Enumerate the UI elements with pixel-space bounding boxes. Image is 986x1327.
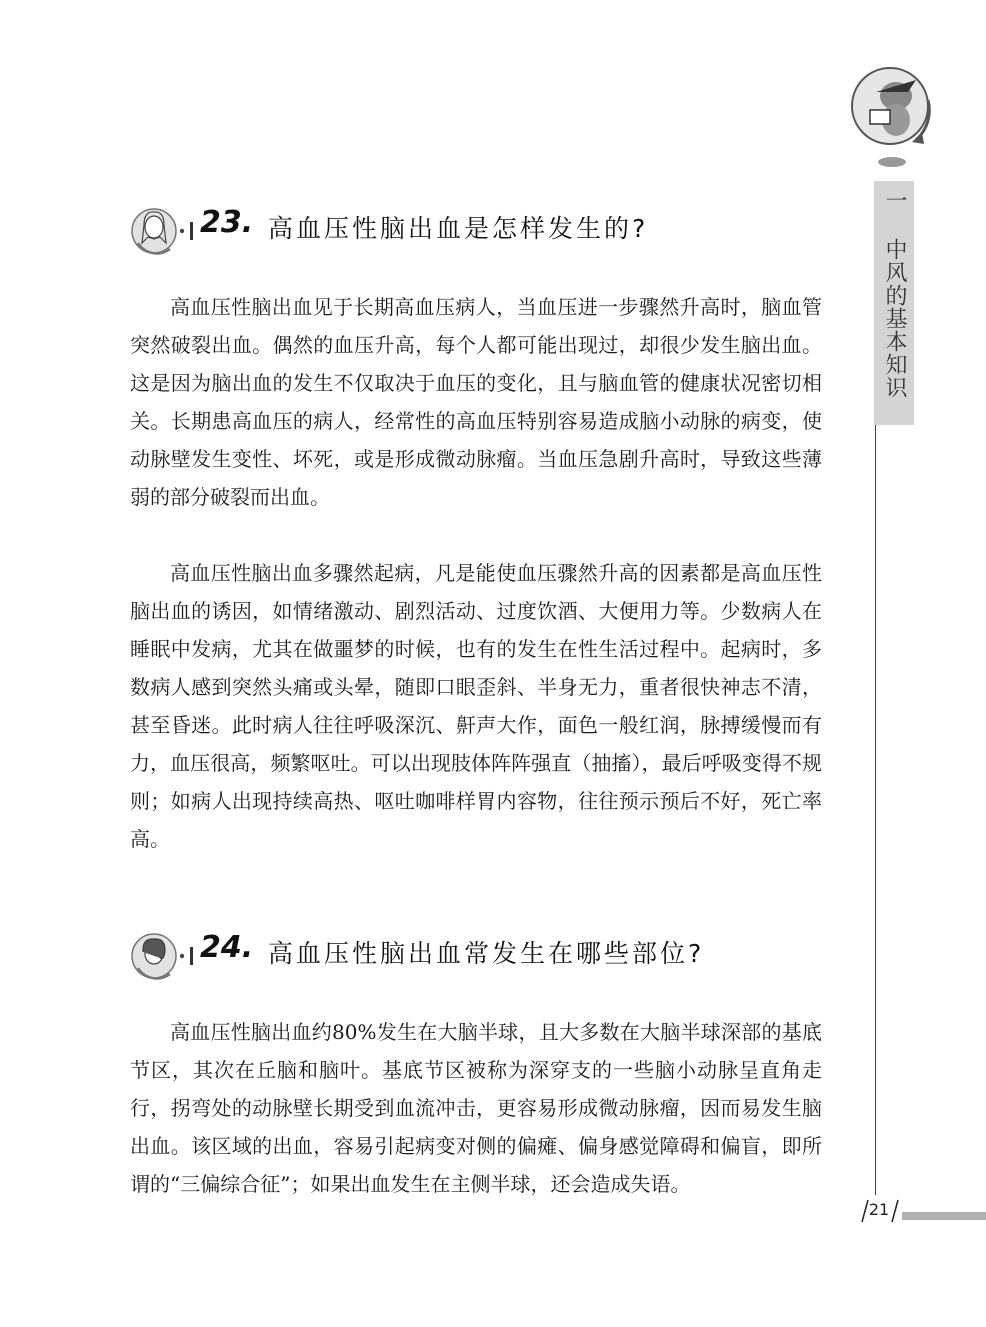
question-number: 23. xyxy=(200,205,254,240)
paragraph: 高血压性脑出血约80%发生在大脑半球，且大多数在大脑半球深部的基底节区，其次在丘脑和脑叶。基底节区被称为深穿支的一些脑小动脉呈直角走行，拐弯处的动脉壁长期受到血流冲击，更容易形成微动脉瘤，因而易发生脑出血。该区域的出血，容易引起病变对侧的偏瘫、偏身感觉障碍和偏盲，即所谓的“三偏综合征”；如果出血发生在主侧半球，还会造成失语。 xyxy=(130,1020,822,1196)
question-number: 24. xyxy=(200,930,254,965)
question-heading-23 xyxy=(130,203,830,259)
question-title: 高血压性脑出血是怎样发生的? xyxy=(268,214,649,243)
side-divider xyxy=(875,425,876,1195)
paragraph: 高血压性脑出血见于长期高血压病人，当血压进一步骤然升高时，脑血管突然破裂出血。偶然的血压升高，每个人都可能出现过，却很少发生脑出血。这是因为脑出血的发生不仅取决于血压的变化，且与脑血管的健康状况密切相关。长期患高血压的病人，经常性的高血压特别容易造成脑小动脉的病变，使动脉壁发生变性、坏死，或是形成微动脉瘤。当血压急剧升高时，导致这些薄弱的部分破裂而出血。 xyxy=(130,295,822,509)
chapter-side-tab-label: 一 中风的基本知识 xyxy=(882,189,907,399)
woman-portrait-icon xyxy=(130,928,200,984)
question-title: 高血压性脑出血常发生在哪些部位? xyxy=(268,939,705,968)
page-number-bar xyxy=(902,1212,986,1220)
reading-mascot-icon xyxy=(846,62,942,172)
chapter-side-tab xyxy=(874,181,914,425)
woman-portrait-icon xyxy=(130,203,200,259)
page-number: 21 xyxy=(868,1200,890,1219)
paragraph: 高血压性脑出血多骤然起病，凡是能使血压骤然升高的因素都是高血压性脑出血的诱因，如情绪激动、剧烈活动、过度饮酒、大便用力等。少数病人在睡眠中发病，尤其在做噩梦的时候，也有的发生在性生活过程中。起病时，多数病人感到突然头痛或头晕，随即口眼歪斜、半身无力，重者很快神志不清，甚至昏迷。此时病人往往呼吸深沉、鼾声大作，面色一般红润，脉搏缓慢而有力，血压很高，频繁呕吐。可以出现肢体阵阵强直（抽搐），最后呼吸变得不规则；如病人出现持续高热、呕吐咖啡样胃内容物，往往预示预后不好，死亡率高。 xyxy=(130,561,822,851)
page-number-block xyxy=(852,1198,986,1224)
question-heading-24 xyxy=(130,928,830,984)
